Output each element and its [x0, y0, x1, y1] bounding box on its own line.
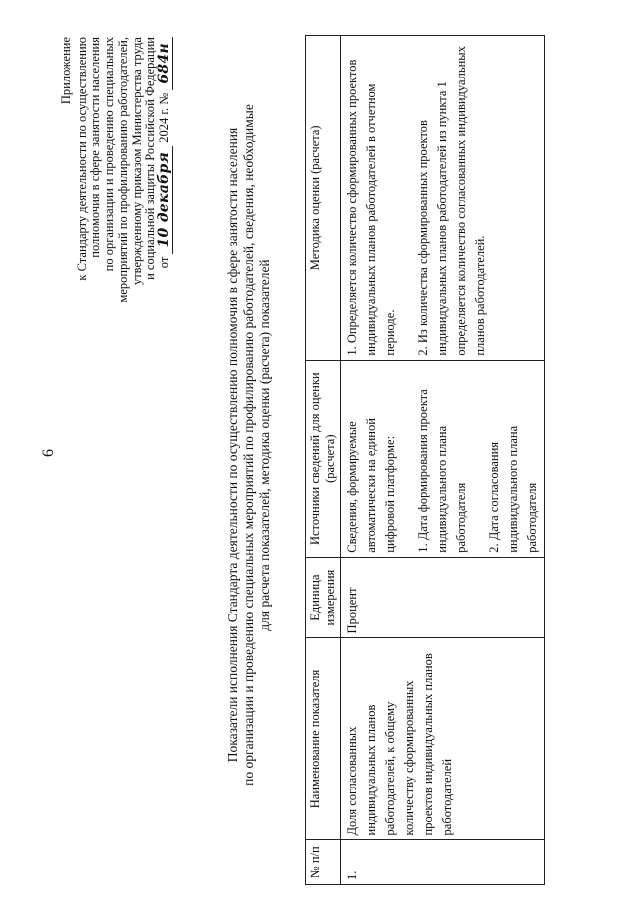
cell-indicator-name: Доля согласованных индивидуальных планов работодателей, к общему количеству сформированных проектов индивидуальных планов работодателей — [341, 638, 545, 840]
handwritten-order-number: 684н — [158, 37, 173, 90]
header-number: № п/п — [306, 840, 341, 885]
document-title-line: по организации и проведению специальных мероприятий по профилированию работодателей, сведения, необходимые — [241, 104, 256, 786]
appendix-line: мероприятий по профилированию работодателей, — [115, 37, 130, 303]
source-paragraph: 1. Дата формирования проекта индивидуального плана работодателя — [416, 389, 468, 553]
order-date-line — [155, 37, 173, 417]
document-title-line: Показатели исполнения Стандарта деятельности по осуществлению полномочия в сфере занятости населения — [225, 127, 240, 763]
method-paragraph: 2. Из количества сформированных проектов индивидуальных планов работодателей из пункта 1 определяется количество согласованных индивидуальных планов работодателей. — [416, 46, 487, 356]
appendix-line: и социальной защиты Российской Федерации — [143, 37, 158, 280]
page-number: 6 — [40, 449, 57, 457]
source-paragraph: Сведения, формируемые автоматически на единой цифровой платформе: — [345, 418, 397, 553]
appendix-line: полномочия в сфере занятости населения — [88, 37, 103, 258]
handwritten-date: 10 декабря — [158, 146, 173, 254]
cell-number: 1. — [341, 840, 545, 885]
order-year: 2024 г. № — [156, 92, 171, 143]
header-unit: Единица измерения — [306, 557, 341, 638]
document-title-line: для расчета показателей, методика оценки (расчета) показателей — [257, 259, 272, 631]
appendix-line: утвержденному приказом Министерства труда — [129, 37, 144, 286]
cell-unit: Процент — [341, 557, 545, 638]
source-paragraph: 2. Дата согласования индивидуального плана работодателя — [487, 425, 539, 553]
table-row — [341, 36, 545, 885]
header-indicator-name: Наименование показателя — [306, 638, 341, 840]
header-method: Методика оценки (расчета) — [306, 36, 341, 361]
date-prefix: от — [156, 256, 171, 269]
document-title — [225, 55, 273, 835]
table-header-row — [306, 36, 341, 885]
indicators-table — [305, 35, 545, 885]
appendix-title: Приложение — [59, 37, 73, 105]
appendix-line: к Стандарту деятельности по осуществлению — [74, 37, 89, 281]
appendix-block — [60, 37, 173, 417]
cell-method — [341, 36, 545, 361]
header-sources: Источники сведений для оценки (расчета) — [306, 360, 341, 557]
appendix-line: по организации и проведению специальных — [102, 37, 117, 272]
method-paragraph: 1. Определяется количество сформированных проектов индивидуальных планов работодателей в отчетном периоде. — [345, 59, 397, 356]
cell-sources — [341, 360, 545, 557]
